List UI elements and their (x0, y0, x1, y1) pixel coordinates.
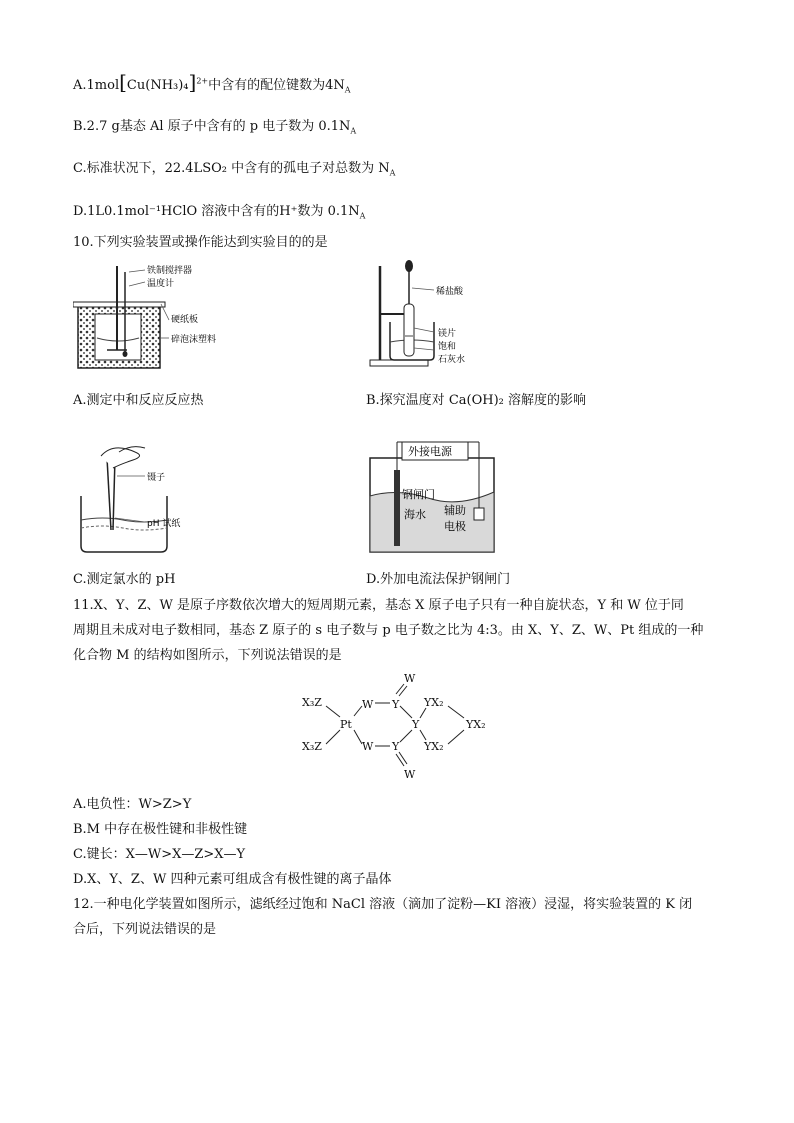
y-top: Y (392, 698, 400, 711)
calorimeter-figure (73, 258, 253, 373)
q10-stem: 10.下列实验装置或操作能达到实验目的的是 (73, 235, 328, 250)
label-tweezers: 镊子 (147, 473, 166, 483)
q11-stem-1: 11.X、Y、Z、W 是原子序数依次增大的短周期元素，基态 X 原子电子只有一种自旋状态，Y 和 W 位于同 (73, 598, 684, 613)
q9-option-c: C.标准状况下，22.4LSO₂ 中含有的孤电子对总数为 $N_A$ (73, 161, 396, 178)
y-bottom: Y (392, 740, 400, 753)
q11-option-d: D.X、Y、Z、W 四种元素可组成含有极性键的离子晶体 (73, 872, 392, 887)
label-seawater: 海水 (404, 508, 426, 521)
q12-stem-1: 12.一种电化学装置如图所示，滤纸经过饱和 NaCl 溶液（滴加了淀粉—KI 溶液）浸湿，将实验装置的 K 闭 (73, 897, 693, 912)
q10-option-c: C.测定氯水的 pH (73, 572, 176, 587)
q9-option-d: D.1L0.1mol⁻¹HClO 溶液中含有的H⁺数为 $0.1N_A$ (73, 204, 366, 221)
label-hcl: 稀盐酸 (436, 287, 464, 297)
label-mg: 镁片 (438, 329, 457, 339)
q10-option-b: B.探究温度对 Ca(OH)₂ 溶解度的影响 (366, 393, 586, 408)
complex-formula: Cu(NH₃)₄ (126, 78, 189, 93)
compound-m-structure (296, 670, 506, 782)
q11-option-a: A.电负性：W>Z>Y (73, 797, 192, 812)
q10-option-a: A.测定中和反应反应热 (73, 393, 204, 408)
q10-option-d: D.外加电流法保护钢闸门 (366, 572, 511, 587)
label-saturated: 饱和 (438, 342, 457, 352)
ph-test-figure (73, 438, 243, 558)
w-double-bottom: W (404, 768, 416, 781)
q9-option-a: $A.1mol[Cu(NH_3)_4]^{2+}$中含有的配位键数为$4N_A$ (73, 70, 351, 95)
yx2-bottom: YX₂ (424, 740, 444, 753)
yx2-top: YX₂ (424, 696, 444, 709)
pt-atom: Pt (340, 718, 352, 731)
label-gate: 钢闸门 (402, 488, 435, 501)
label-thermometer: 温度计 (147, 279, 175, 289)
q12-stem-2: 合后，下列说法错误的是 (73, 922, 217, 937)
x3z-bottom: X₃Z (302, 740, 322, 753)
label-stirrer: 铁制搅拌器 (147, 266, 193, 276)
w-bottom: W (362, 740, 374, 753)
q9-option-b: B.2.7 g基态 Al 原子中含有的 p 电子数为 $0.1N_A$ (73, 119, 357, 136)
complex-charge: 2+ (196, 76, 209, 86)
q11-stem-3: 化合物 M 的结构如图所示，下列说法错误的是 (73, 648, 342, 663)
label-power: 外接电源 (408, 445, 452, 458)
dissolution-figure (362, 256, 512, 376)
q11-stem-2: 周期且未成对电子数相同，基态 Z 原子的 s 电子数与 p 电子数之比为 4:3。由 X、Y、Z、W、Pt 组成的一种 (73, 623, 704, 638)
label-ph-paper: pH 试纸 (147, 519, 181, 529)
yx2-right: YX₂ (466, 718, 486, 731)
cathodic-protection-figure (368, 436, 500, 556)
label-limewater: 石灰水 (438, 355, 466, 365)
q11-option-c: C.键长：X—W>X—Z>X—Y (73, 847, 246, 862)
w-double-top: W (404, 672, 416, 685)
label-electrode: 电极 (444, 520, 466, 533)
label-foam: 碎泡沫塑料 (171, 335, 217, 345)
y-center: Y (412, 718, 420, 731)
q11-option-b: B.M 中存在极性键和非极性键 (73, 822, 248, 837)
label-cardboard: 硬纸板 (171, 315, 199, 325)
w-top: W (362, 698, 374, 711)
label-aux: 辅助 (444, 504, 466, 517)
x3z-top: X₃Z (302, 696, 322, 709)
